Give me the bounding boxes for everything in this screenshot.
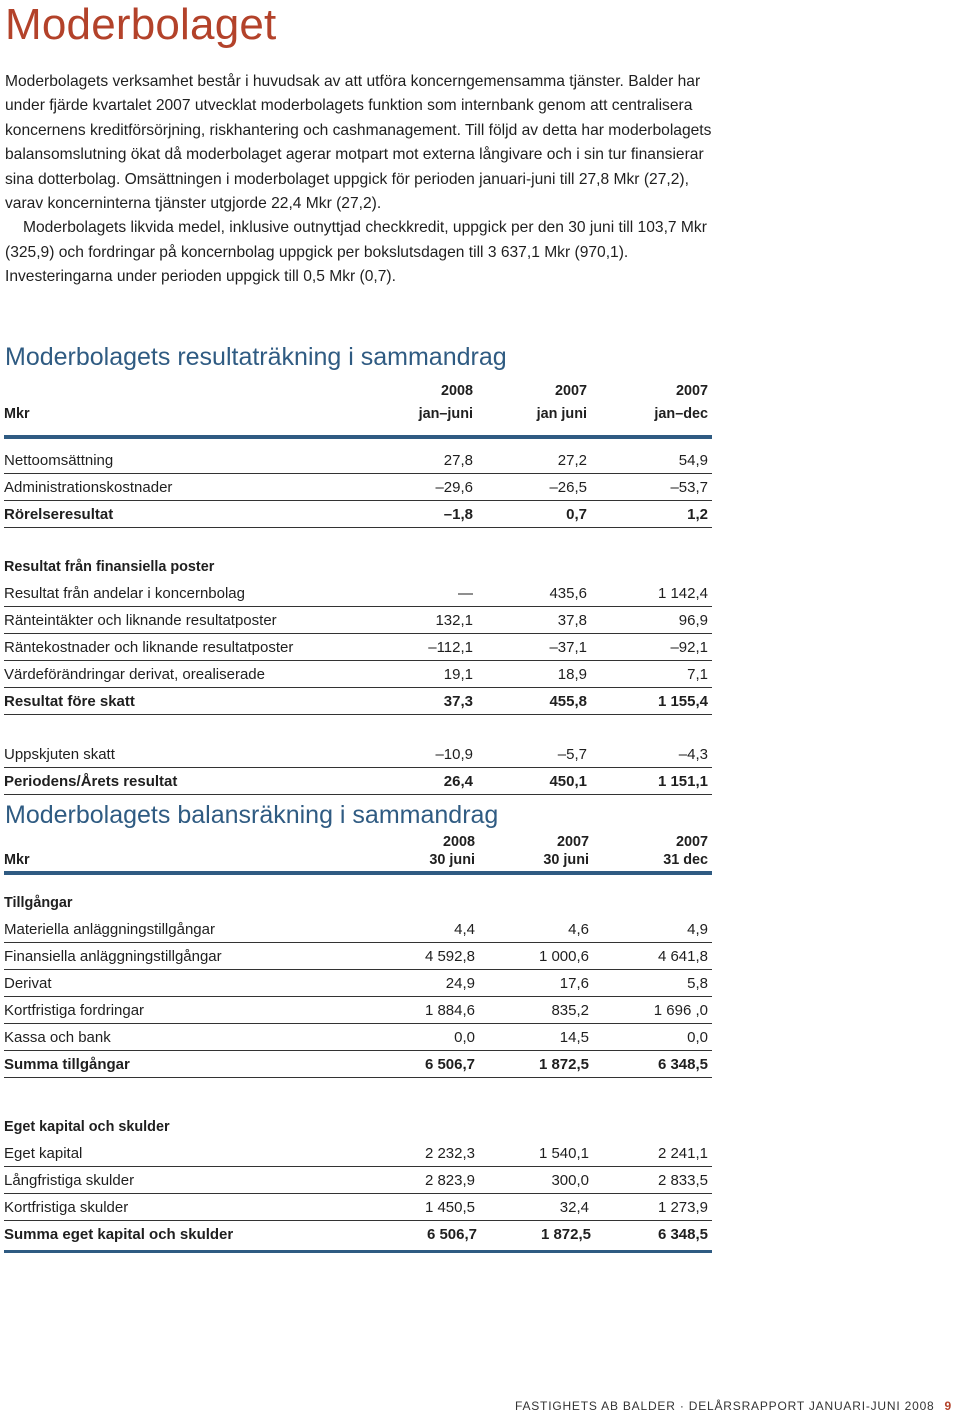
table-row: Administrationskostnader –29,6 –26,5 –53,7 <box>4 474 712 501</box>
balance-header <box>4 832 712 871</box>
table-row: Värdeförändringar derivat, orealiserade 19,1 18,9 7,1 <box>4 661 712 688</box>
page-title: Moderbolaget <box>5 0 277 49</box>
table-row-total: Summa tillgångar 6 506,7 1 872,5 6 348,5 <box>4 1051 712 1078</box>
balance-sheet-table <box>4 832 712 1253</box>
table-row: Resultat från andelar i koncernbolag — 435,6 1 142,4 <box>4 580 712 607</box>
table-row: Uppskjuten skatt –10,9 –5,7 –4,3 <box>4 741 712 768</box>
table-row: Eget kapital 2 232,3 1 540,1 2 241,1 <box>4 1140 712 1167</box>
intro-paragraph: Moderbolagets likvida medel, inklusive outnyttjad checkkredit, uppgick per den 30 juni till 103,7 Mkr (325,9) och fordringar på koncernbolag uppgick per bokslutsdagen till 3 637,1 Mkr (970,1). Investeringarna under perioden uppgick till 0,5 Mkr (0,7). <box>5 219 707 286</box>
intro-paragraph: Moderbolagets verksamhet består i huvudsak av att utföra koncerngemensamma tjänster. Balder har under fjärde kvartalet 2007 utvecklat moderbolagets funktion som internbank genom att centralisera koncernens kreditförsörjning, riskhantering och cashmanagement. Till följd av detta har moderbolagets balansomslutning ökat då moderbolaget agerar motpart mot externa långivare och i sin tur finansierar sina dotterbolag. Omsättningen i moderbolaget uppgick för perioden januari-juni till 27,8 Mkr (27,2), varav koncerninterna tjänster utgjorde 22,4 Mkr (27,2). <box>5 73 712 213</box>
table-row-total: Rörelseresultat –1,8 0,7 1,2 <box>4 501 712 528</box>
footer-text: FASTIGHETS AB BALDER · DELÅRSRAPPORT JANUARI-JUNI 2008 <box>514 1399 935 1413</box>
balance-year-2: 2007 <box>556 834 589 850</box>
income-statement-table <box>4 381 712 795</box>
table-row: Nettoomsättning 27,8 27,2 54,9 <box>4 447 712 474</box>
table-row: Kassa och bank 0,0 14,5 0,0 <box>4 1024 712 1051</box>
table-row: Derivat 24,9 17,6 5,8 <box>4 970 712 997</box>
section-heading: Tillgångar <box>4 895 73 911</box>
balance-period-2: 30 juni <box>543 852 589 868</box>
table-row: Materiella anläggningstillgångar 4,4 4,6 4,9 <box>4 916 712 943</box>
table-row: Kortfristiga fordringar 1 884,6 835,2 1 696 ,0 <box>4 997 712 1024</box>
income-period-2: jan juni <box>536 406 587 422</box>
table-row-total: Resultat före skatt 37,3 455,8 1 155,4 <box>4 688 712 715</box>
income-year-1: 2008 <box>440 383 473 399</box>
balance-year-3: 2007 <box>675 834 708 850</box>
page-number: 9 <box>944 1399 952 1413</box>
income-year-2: 2007 <box>554 383 587 399</box>
table-row: Finansiella anläggningstillgångar 4 592,8 1 000,6 4 641,8 <box>4 943 712 970</box>
income-period-3: jan–dec <box>654 406 708 422</box>
balance-period-3: 31 dec <box>663 852 708 868</box>
table-row: Kortfristiga skulder 1 450,5 32,4 1 273,9 <box>4 1194 712 1221</box>
table-row: Ränteintäkter och liknande resultatposter 132,1 37,8 96,9 <box>4 607 712 634</box>
table-row-total: Periodens/Årets resultat 26,4 450,1 1 151,1 <box>4 768 712 795</box>
income-year-3: 2007 <box>675 383 708 399</box>
income-statement-title: Moderbolagets resultaträkning i sammandrag <box>5 343 507 371</box>
table-row-total: Summa eget kapital och skulder 6 506,7 1 872,5 6 348,5 <box>4 1221 712 1253</box>
section-heading: Eget kapital och skulder <box>4 1119 170 1135</box>
balance-sheet-title: Moderbolagets balansräkning i sammandrag <box>5 801 499 829</box>
page-footer <box>515 1399 952 1413</box>
section-heading: Resultat från finansiella poster <box>4 559 215 575</box>
income-unit: Mkr <box>4 406 30 422</box>
income-period-1: jan–juni <box>418 406 473 422</box>
income-header <box>4 381 712 435</box>
balance-unit: Mkr <box>4 852 30 868</box>
table-row: Långfristiga skulder 2 823,9 300,0 2 833,5 <box>4 1167 712 1194</box>
intro-text <box>5 70 717 290</box>
balance-period-1: 30 juni <box>429 852 475 868</box>
table-row: Räntekostnader och liknande resultatposter –112,1 –37,1 –92,1 <box>4 634 712 661</box>
balance-year-1: 2008 <box>442 834 475 850</box>
